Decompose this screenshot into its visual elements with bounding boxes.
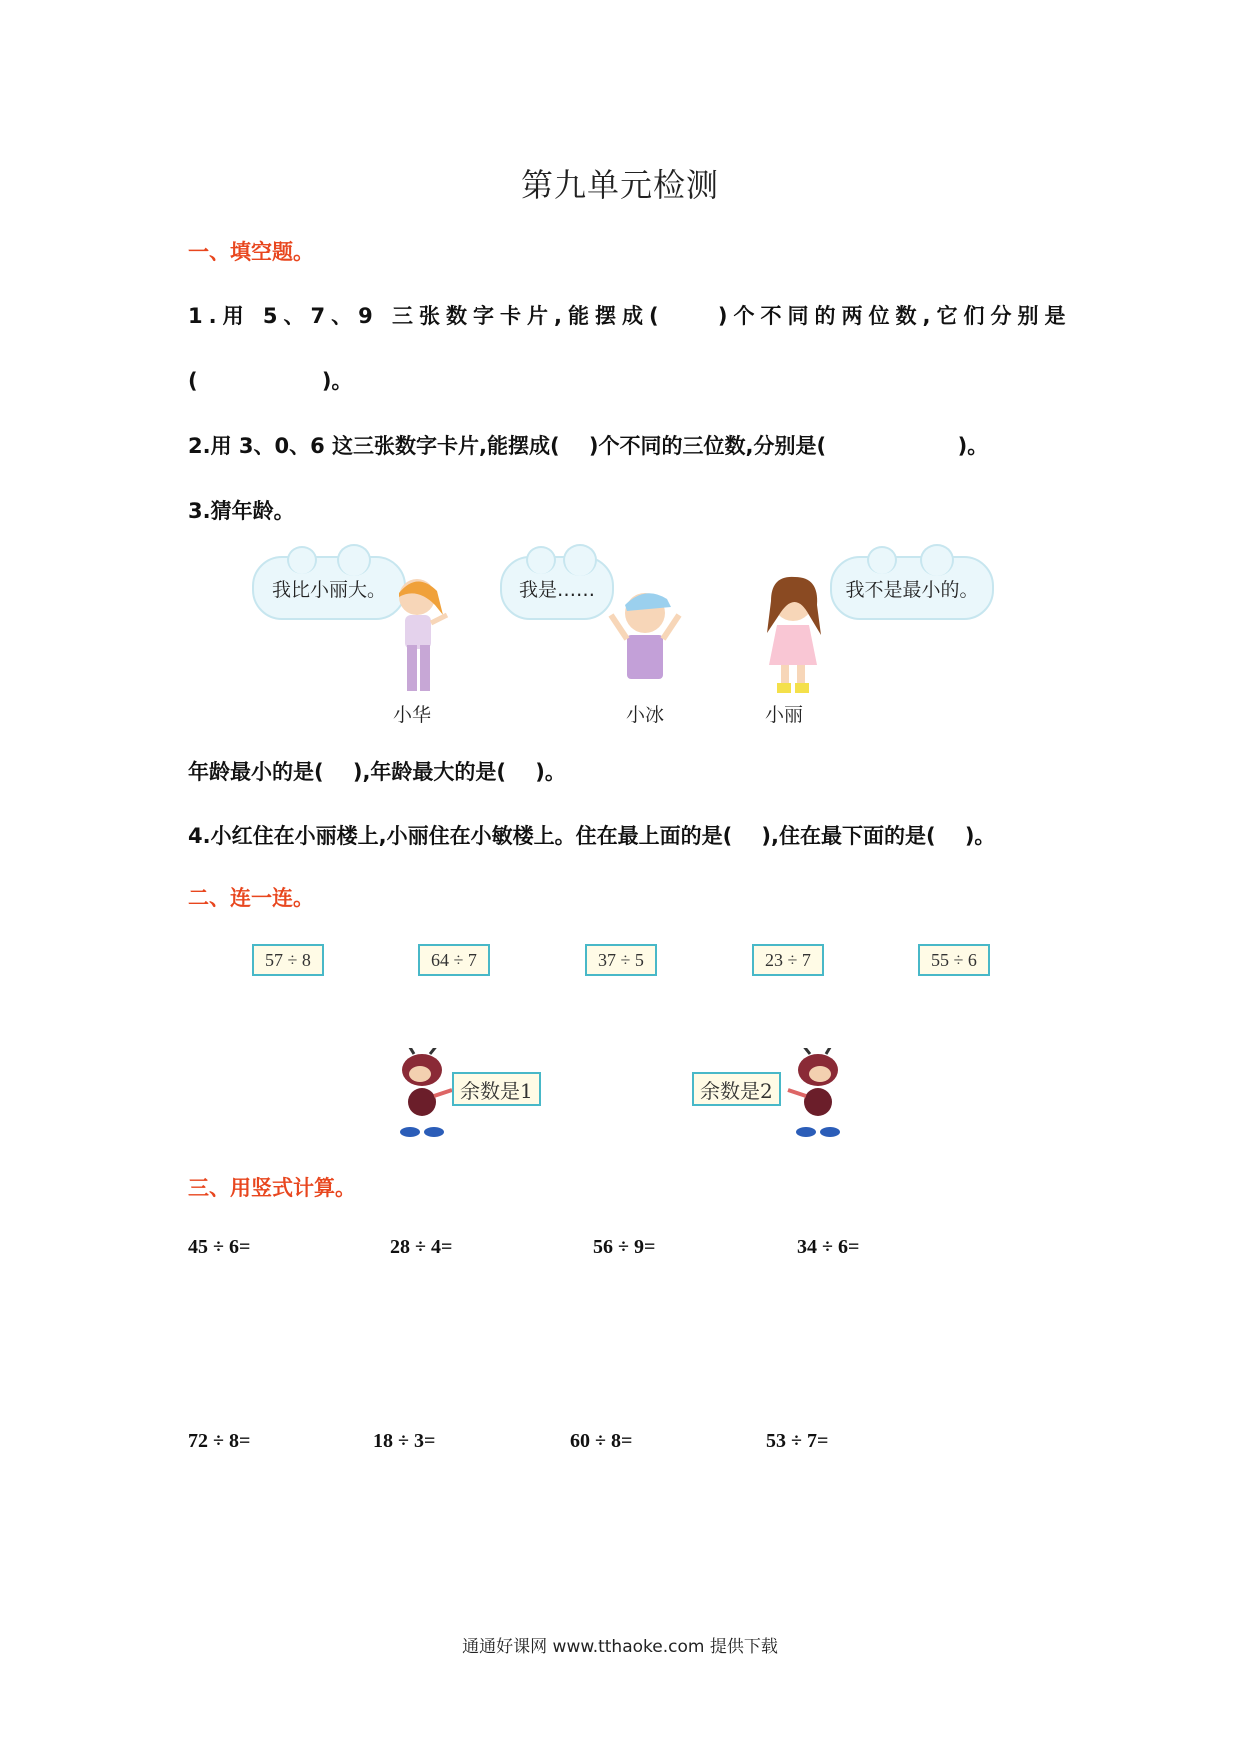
division-card[interactable]: 37 ÷ 5 — [585, 944, 657, 976]
ant-right-illustration — [782, 1048, 850, 1140]
speech-bubble-xiaobing: 我是…… — [500, 556, 614, 620]
question-2: 2.用 3、0、6 这三张数字卡片,能摆成( )个不同的三位数,分别是( )。 — [188, 434, 989, 458]
child-name-xiaobing: 小冰 — [626, 704, 665, 726]
section-match-heading: 二、连一连。 — [188, 886, 314, 910]
question-1-line-2: ( )。 — [188, 369, 353, 393]
section-fill-blank-heading: 一、填空题。 — [188, 240, 314, 264]
footer-source: 通通好课网 www.tthaoke.com 提供下载 — [462, 1637, 778, 1657]
girl-xiaohua-illustration — [385, 575, 455, 700]
speech-bubble-xiaoli: 我不是最小的。 — [830, 556, 994, 620]
calc-problem: 60 ÷ 8= — [570, 1430, 633, 1452]
remainder-sign-1[interactable]: 余数是1 — [452, 1072, 541, 1106]
question-4: 4.小红住在小丽楼上,小丽住在小敏楼上。住在最上面的是( ),住在最下面的是( )。 — [188, 824, 996, 848]
speech-bubble-xiaohua: 我比小丽大。 — [252, 556, 406, 620]
calc-problem: 45 ÷ 6= — [188, 1236, 251, 1258]
division-card[interactable]: 23 ÷ 7 — [752, 944, 824, 976]
division-card[interactable]: 57 ÷ 8 — [252, 944, 324, 976]
child-name-xiaohua: 小华 — [393, 704, 432, 726]
child-name-xiaoli: 小丽 — [765, 704, 804, 726]
remainder-sign-2[interactable]: 余数是2 — [692, 1072, 781, 1106]
division-card[interactable]: 55 ÷ 6 — [918, 944, 990, 976]
calc-problem: 34 ÷ 6= — [797, 1236, 860, 1258]
question-3: 3.猜年龄。 — [188, 499, 295, 523]
question-1-line-1: 1.用 5、7、9 三张数字卡片,能摆成( )个不同的两位数,它们分别是 — [188, 304, 1072, 328]
calc-problem: 53 ÷ 7= — [766, 1430, 829, 1452]
page-title: 第九单元检测 — [520, 166, 719, 204]
section-vertical-calc-heading: 三、用竖式计算。 — [188, 1176, 356, 1200]
calc-problem: 56 ÷ 9= — [593, 1236, 656, 1258]
girl-xiaoli-illustration — [755, 575, 835, 700]
calc-problem: 28 ÷ 4= — [390, 1236, 453, 1258]
calc-problem: 72 ÷ 8= — [188, 1430, 251, 1452]
division-card[interactable]: 64 ÷ 7 — [418, 944, 490, 976]
boy-xiaobing-illustration — [605, 585, 685, 700]
ant-left-illustration — [390, 1048, 458, 1140]
calc-problem: 18 ÷ 3= — [373, 1430, 436, 1452]
question-3-answer: 年龄最小的是( ),年龄最大的是( )。 — [188, 760, 566, 784]
